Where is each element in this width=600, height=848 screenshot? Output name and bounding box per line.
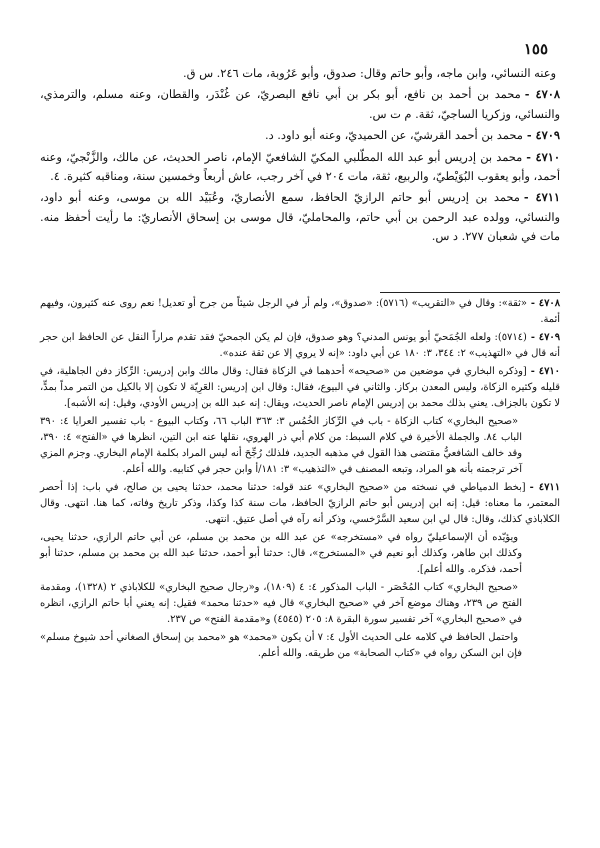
entry-4708 [40, 85, 560, 124]
note-4708 [40, 296, 560, 328]
note-4710-continued [40, 414, 560, 478]
entry-number: ٤٧١١ - [523, 190, 560, 205]
entry-text: محمد بن إدريس أبو حاتم الرازيّ الحافظ، سمع الأنصاريّ، وعُبَيْد الله بن موسى، وعنه أبو داود، والنسائي، وولده عبد الرحمن بن أبي حاتم، والمحامليّ، قال موسى بن إسحاق الأنصاريّ: ما رأيت أحفظ منه. مات في شعبان ٢٧٧. د س. [40, 190, 560, 244]
note-number: ٤٧٠٨ - [530, 298, 560, 309]
entry-text: محمد بن أحمد القرشيّ، عن الحميديّ، وعنه أبو داود. د. [264, 128, 523, 143]
entry-4709 [40, 126, 560, 145]
note-4711-continued [40, 530, 560, 578]
note-text: ويؤيّده أن الإسماعيليّ رواه في «مستخرجه» عن عبد الله بن محمد بن مسلم، عن أبي حاتم الرازي، حدثنا يحيى، وكذلك ابن طاهر، وكذلك أبو نعيم في «المستخرج»، قال: حدثنا أبو أحمد، حدثنا عبد الله بن محمد بن مسلم، حدثنا أبو أحمد، فذكره. والله أعلم]. [40, 532, 522, 575]
note-4710 [40, 364, 560, 412]
entry-number: ٤٧٠٩ - [526, 128, 560, 143]
note-number: ٤٧٠٩ - [530, 332, 560, 343]
note-text: «صحيح البخاري» كتاب المُحْصَر - الباب المذكور ٤: ٤ (١٨٠٩)، و«رجال صحيح البخاري» للكلاباذي ٢ (١٣٢٨)، ومقدمة الفتح ص ٢٣٩، وهناك موضع آخر في «صحيح البخاري» قال فيه «حدثنا محمد» فقيل: إنه يعني أبا حاتم الرازي، انظره في «صحيح البخاري» آخر تفسير سورة البقرة ٨: ٢٠٥ (٤٥٤٥) و«مقدمة الفتح» ص ٢٣٧. [40, 582, 522, 625]
note-text: «صحيح البخاري» كتاب الزكاة - باب في الرِّكاز الخُمُس ٣: ٣٦٣ الباب ٦٦، وكتاب البيوع - باب تفسير العرايا ٤: ٣٩٠ الباب ٨٤. والجملة الأخيرة في كلام السبط: من كلام أبي ذر الهروي، نقلها عنه ابن التين، انظرها في «الفتح» ٤: ٣٩٠، وقد خالف الشافعيُّ مقتضى هذا القول في مذهبه الجديد، فلذلك رُجِّحَ أنه ليس المراد بكلمة الإمام البخاري. وجزم المزي آخر ترجمته بأنه هو المراد، وتبعه المصنف في «التذهيب» ٣: ١٨١/أ وابن حجر في كتابيه. والله أعلم. [40, 416, 522, 475]
footnotes [40, 296, 560, 664]
note-4711-references [40, 580, 560, 628]
note-text: واحتمل الحافظ في كلامه على الحديث الأول ٤: ٧ أن يكون «محمد» هو «محمد بن إسحاق الصغاني أحد شيوخ مسلم» فإن ابن السكن رواه في «كتاب الصحابة» من طريقه. والله أعلم. [40, 632, 522, 659]
note-4711 [40, 480, 560, 528]
entry-number: ٤٧٠٨ - [524, 87, 560, 102]
entry-4711 [40, 188, 560, 246]
page-number: ١٥٥ [523, 40, 548, 58]
footnote-divider [380, 292, 560, 293]
entry-number: ٤٧١٠ - [526, 149, 560, 164]
note-text: «ثقة»: وقال في «التقريب» (٥٧١٦): «صدوق»، ولم أر في الرجل شيئاً من جرح أو تعديل! نعم روى عنه كثيرون، وفيهم أئمة. [40, 298, 560, 325]
entry-text: محمد بن أحمد بن نافع، أبو بكر بن أبي نافع البصريّ، عن غُنْدَر، والقطان، وعنه مسلم، والترمذي، والنسائي، وزكريا الساجيّ، ثقة. م ت س. [40, 87, 560, 121]
note-number: ٤٧١٠ - [530, 366, 560, 377]
entry-continuation [40, 64, 560, 83]
note-text: (٥٧١٤): ولعله الجُمَحيّ أبو يونس المدني؟ وهو صدوق، فإن لم يكن الجمحيّ فقد تقدم مراراً النقل عن الحافظ ابن حجر أنه قال في «التهذيب» ٢: ٣٤٤، ٣: ١٨٠ عن أبي داود: «إنه لا يروي إلا عن ثقة عنده». [40, 332, 560, 359]
entry-text: وعنه النسائي، وابن ماجه، وأبو حاتم وقال: صدوق، وأبو عَرُوبة، مات ٢٤٦. س ق. [183, 66, 556, 80]
note-text: [بخط الدمياطي في نسخته من «صحيح البخاري» عند قوله: حدثنا محمد، حدثنا يحيى بن صالح، في باب: إذا أحصر المعتمر، ما معناه: قيل: إنه ابن إدريس أبو حاتم الرازيّ الحافظ، مات سنة كذا وكذا، وذكر تاريخ وفاته، كما هنا. انتهى. وقال الكلاباذي كذلك، وقال: قال لي ابن سعيد السَّرْخسي، وذكر أنه رآه في أصل عتيق. انتهى. [40, 482, 560, 525]
note-4709 [40, 330, 560, 362]
main-text [40, 64, 560, 249]
entry-text: محمد بن إدريس أبو عبد الله المطّلبي المكيّ الشافعيّ الإمام، ناصر الحديث، عن مالك، والزَّنْجيّ، وعنه أحمد، وأبو يعقوب البُوَيْطيّ، والربيع، ثقة، مات ٢٠٤ في آخر رجب، عاش أربعاً وخمسين سنة، ومناقبه كثيرة. ٤. [40, 149, 560, 184]
note-text: [وذكره البخاري في موضعين من «صحيحه» أحدهما في الزكاة فقال: وقال مالك وابن إدريس: الرِّكاز دفن الجاهلية، في قليله وكثيره الزكاة، وليس المعدن بركاز. والثاني في البيوع، فقال: وقال ابن إدريس: العَرِيّة لا تكون إلا بالكيل من التمر مداً بمدٍّ، لا تكون بالجزاف. يعني بذلك محمد بن إدريس الإمام ناصر الحديث، ويقال: إنه عبد الله بن إدريس الأودي، وقيل: إنه الأشبه]. [40, 366, 560, 409]
note-number: ٤٧١١ - [529, 482, 560, 493]
note-4711-final [40, 630, 560, 662]
entry-4710 [40, 148, 560, 187]
